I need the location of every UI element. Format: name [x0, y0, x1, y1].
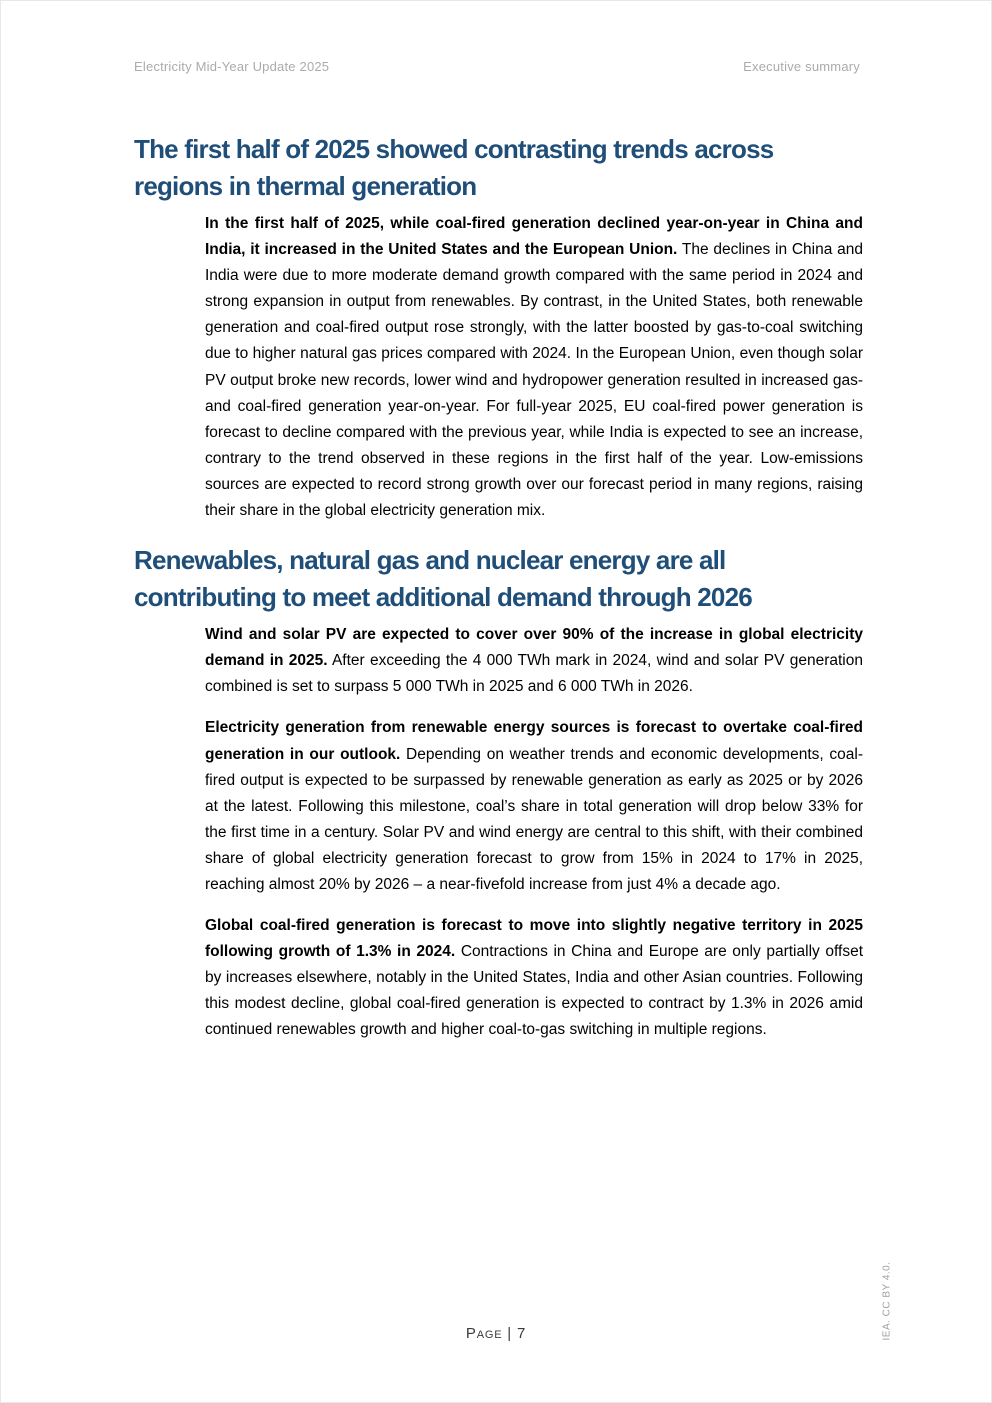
section-body-thermal-generation [205, 211, 863, 524]
header-section-title: Executive summary [743, 59, 860, 74]
paragraph [205, 913, 863, 1043]
paragraph-body: After exceeding the 4 000 TWh mark in 2024, wind and solar PV generation combined is set to surpass 5 000 TWh in 2025 and 6 000 TWh in 2026. [205, 652, 863, 696]
section-body-renewables-demand [205, 622, 863, 1043]
section-heading-thermal-generation: The first half of 2025 showed contrasting trends across regions in thermal generation [134, 134, 774, 201]
paragraph-body: Contractions in China and Europe are only partially offset by increases elsewhere, notably in the United States, India and other Asian countries. Following this modest decline, global coal-fired generation is expected to contract by 1.3% in 2026 amid continued renewables growth and higher coal-to-gas switching in multiple regions. [205, 943, 863, 1039]
paragraph-body: The declines in China and India were due to more moderate demand growth compared with the same period in 2024 and strong expansion in output from renewables. By contrast, in the United States, both renewable generation and coal-fired output rose strongly, with the latter boosted by gas-to-coal switching due to higher natural gas prices compared with 2024. In the European Union, even though solar PV output broke new records, lower wind and hydropower generation resulted in increased gas- and coal-fired generation year-on-year. For full-year 2025, EU coal-fired power generation is forecast to decline compared with the previous year, while India is expected to see an increase, contrary to the trend observed in these regions in the first half of the year. Low-emissions sources are expected to record strong growth over our forecast period in many regions, raising their share in the global electricity generation mix. [205, 241, 863, 520]
paragraph-lead: In the first half of 2025, while coal-fired generation declined year-on-year in China and India, it increased in the United States and the European Union. [205, 215, 863, 259]
page-number-label: Page | 7 [465, 1325, 527, 1342]
paragraph [205, 211, 863, 524]
section-heading-renewables-demand: Renewables, natural gas and nuclear energy are all contributing to meet additional demand through 2026 [134, 545, 752, 613]
header-doc-title: Electricity Mid-Year Update 2025 [134, 59, 330, 74]
paragraph-lead: Wind and solar PV are expected to cover over 90% of the increase in global electricity demand in 2025. [205, 626, 863, 670]
page-content [134, 131, 863, 1059]
license-note: IEA. CC BY 4.0. [881, 1261, 893, 1341]
running-header [134, 59, 860, 74]
paragraph [205, 715, 863, 898]
paragraph-lead: Global coal-fired generation is forecast to move into slightly negative territory in 2025 following growth of 1.3% in 2024. [205, 917, 863, 961]
paragraph-body: Depending on weather trends and economic developments, coal-fired output is expected to be surpassed by renewable generation as early as 2025 or by 2026 at the latest. Following this milestone, coal’s share in total generation will drop below 33% for the first time in a century. Solar PV and wind energy are central to this shift, with their combined share of global electricity generation forecast to grow from 15% in 2024 to 17% in 2025, reaching almost 20% by 2026 – a near-fivefold increase from just 4% a decade ago. [205, 745, 863, 893]
page-number [1, 1325, 991, 1342]
paragraph [205, 622, 863, 700]
paragraph-lead: Electricity generation from renewable energy sources is forecast to overtake coal-fired generation in our outlook. [205, 719, 863, 763]
